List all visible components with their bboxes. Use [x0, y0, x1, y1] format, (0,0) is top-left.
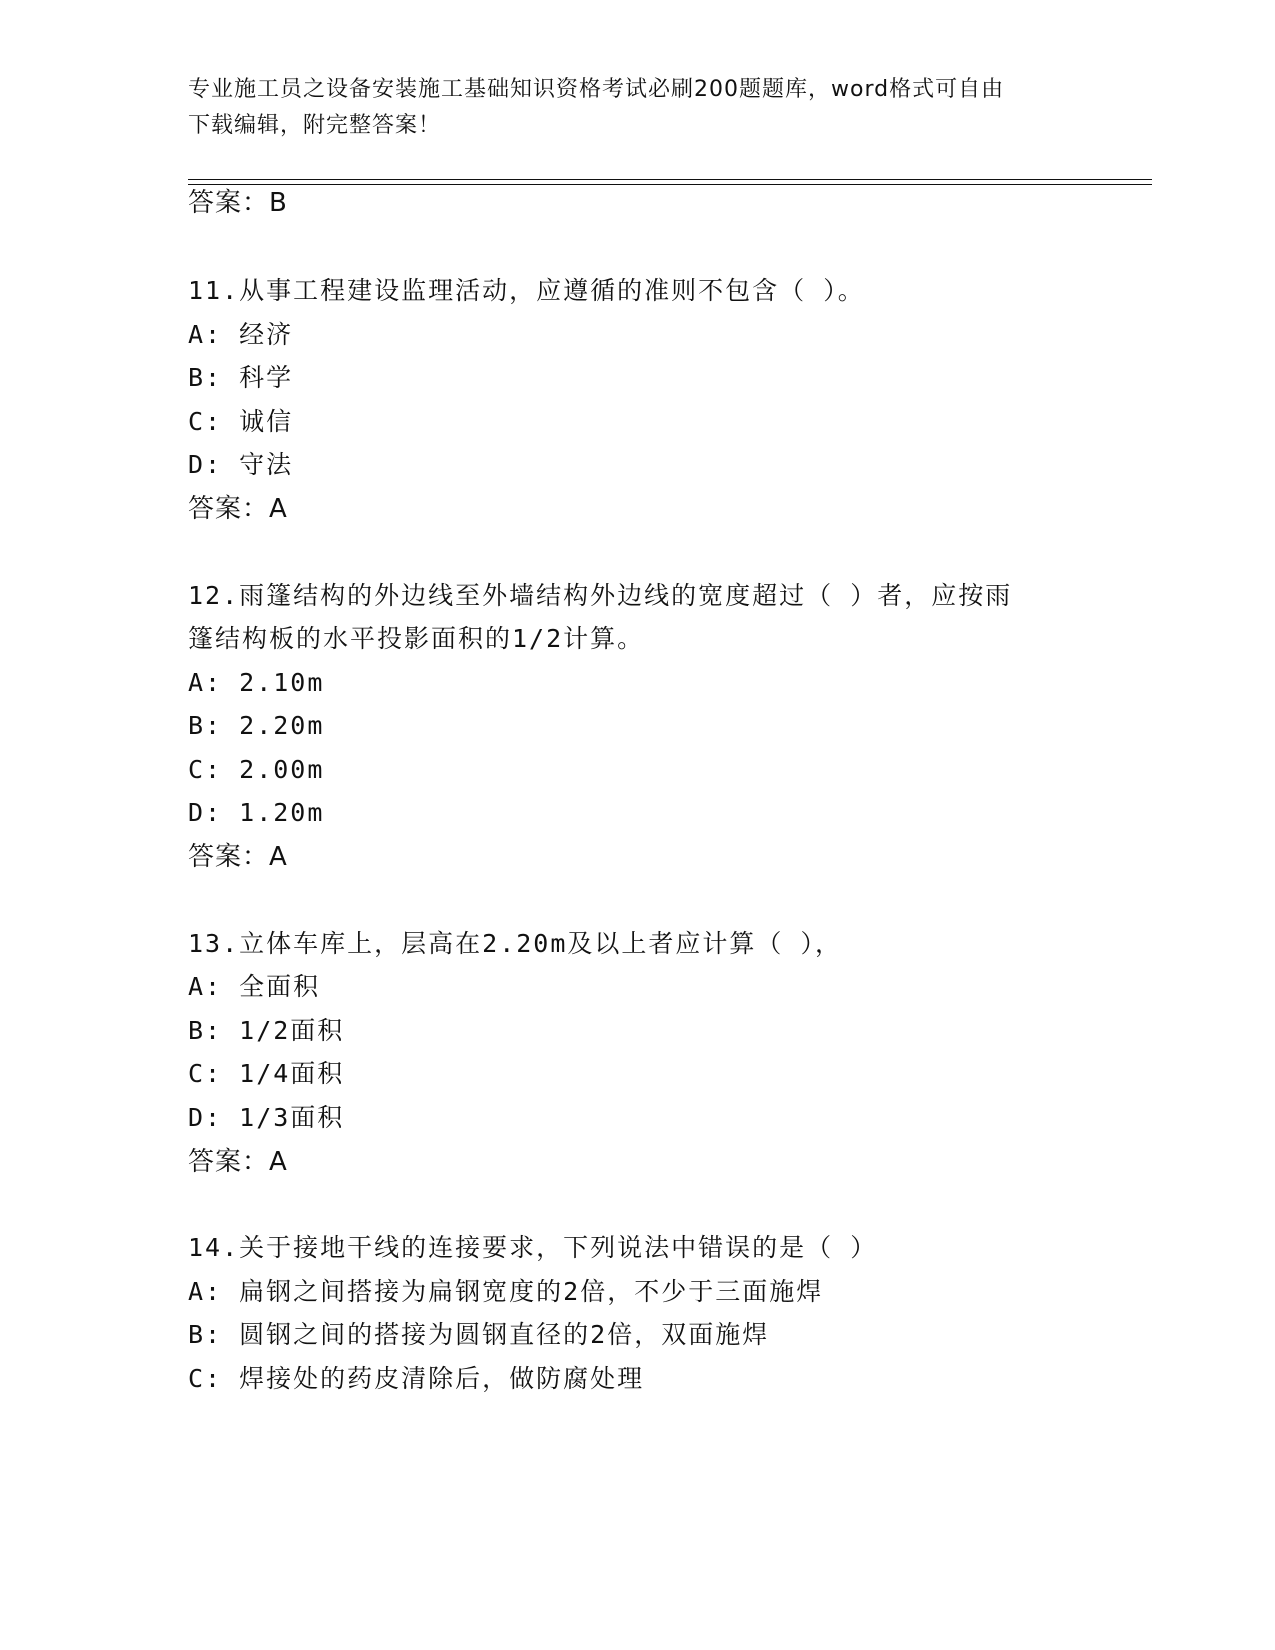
- header-rule-bottom: [188, 184, 1152, 185]
- question-11-stem: 11.从事工程建设监理活动，应遵循的准则不包含（ ）。: [188, 276, 865, 305]
- question-11-option-a: A: 经济: [188, 320, 294, 349]
- header-line-1: 专业施工员之设备安装施工基础知识资格考试必刷200题题库，word格式可自由: [188, 77, 1005, 102]
- previous-answer: 答案：B: [188, 188, 288, 218]
- question-13-option-a: A: 全面积: [188, 972, 321, 1001]
- header-rule-top: [188, 179, 1152, 180]
- question-11-option-d: D: 守法: [188, 450, 294, 479]
- question-14-stem: 14.关于接地干线的连接要求，下列说法中错误的是（ ）: [188, 1233, 878, 1262]
- question-11-answer: 答案：A: [188, 494, 288, 524]
- question-13-option-d: D: 1/3面积: [188, 1103, 345, 1132]
- question-11-option-c: C: 诚信: [188, 407, 294, 436]
- question-12-answer: 答案：A: [188, 842, 288, 872]
- question-13-option-b: B: 1/2面积: [188, 1016, 345, 1045]
- document-header: [188, 72, 1088, 144]
- question-12-option-a: A: 2.10m: [188, 668, 325, 697]
- question-12-option-c: C: 2.00m: [188, 755, 325, 784]
- header-line-2: 下载编辑，附完整答案！: [188, 113, 442, 138]
- question-12-stem-line-2: 篷结构板的水平投影面积的1/2计算。: [188, 624, 645, 653]
- question-12-option-d: D: 1.20m: [188, 798, 325, 827]
- question-13-option-c: C: 1/4面积: [188, 1059, 345, 1088]
- question-14-option-a: A: 扁钢之间搭接为扁钢宽度的2倍，不少于三面施焊: [188, 1277, 824, 1306]
- question-14-option-b: B: 圆钢之间的搭接为圆钢直径的2倍，双面施焊: [188, 1320, 770, 1349]
- question-11-option-b: B: 科学: [188, 363, 294, 392]
- question-13-stem: 13.立体车库上，层高在2.20m及以上者应计算（ ），: [188, 929, 842, 958]
- question-14-option-c: C: 焊接处的药皮清除后，做防腐处理: [188, 1364, 645, 1393]
- question-13-answer: 答案：A: [188, 1147, 288, 1177]
- question-12-stem-line-1: 12.雨篷结构的外边线至外墙结构外边线的宽度超过（ ）者，应按雨: [188, 581, 1013, 610]
- question-12-option-b: B: 2.20m: [188, 711, 325, 740]
